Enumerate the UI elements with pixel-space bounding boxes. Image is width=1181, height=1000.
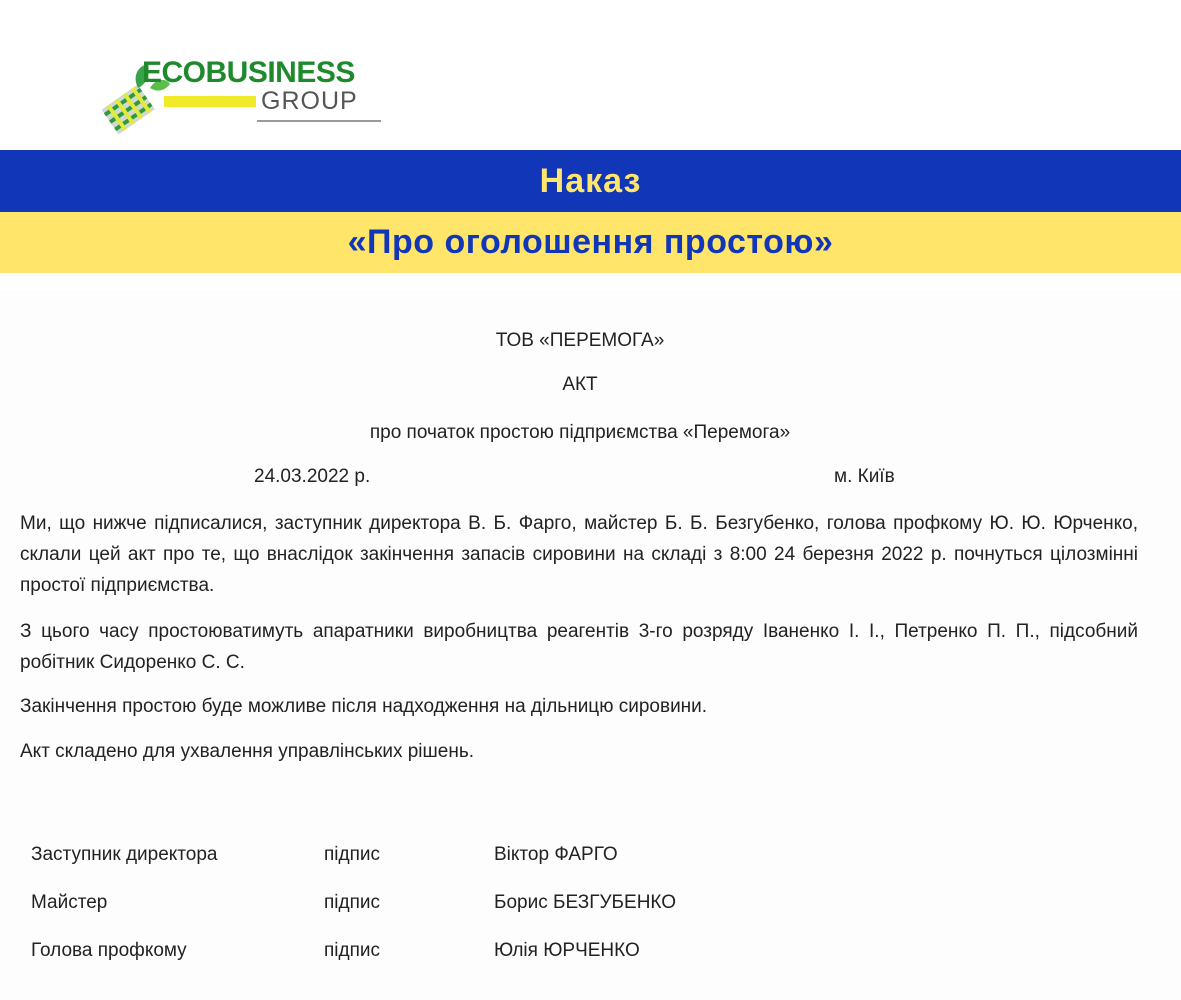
signature-position: Майстер xyxy=(31,892,108,913)
document-type: АКТ xyxy=(562,374,598,395)
signature-placeholder: підпис xyxy=(324,844,380,865)
title-banner xyxy=(0,150,1181,212)
document-subject: про початок простою підприємства «Перемога» xyxy=(369,422,791,443)
ecobusiness-logo xyxy=(92,54,392,138)
logo-underline xyxy=(257,120,381,122)
signature-placeholder: підпис xyxy=(324,940,380,961)
company-name: ТОВ «ПЕРЕМОГА» xyxy=(495,330,665,351)
signature-name: Юлія ЮРЧЕНКО xyxy=(494,940,640,961)
page-title: Наказ xyxy=(539,161,642,200)
paragraph-end-condition: Закінчення простою буде можливе після надходження на дільницю сировини. xyxy=(20,696,708,717)
signature-name: Віктор ФАРГО xyxy=(494,844,618,865)
document-date: 24.03.2022 р. xyxy=(254,466,371,487)
logo-word-ecobusiness: ECOBUSINESS xyxy=(142,56,355,89)
paragraph-intro: Ми, що нижче підписалися, заступник директора В. Б. Фарго, майстер Б. Б. Безгубенко, голова профкому Ю. Ю. Юрченко, склали цей акт про те, що внаслідок закінчення запасів сировини на складі з 8:00 24 березня 2022 р. почнуться цілозмінні простої підприємства. xyxy=(20,513,1138,596)
signature-row xyxy=(0,940,1181,970)
document-city: м. Київ xyxy=(834,466,895,487)
signature-position: Голова профкому xyxy=(31,940,187,961)
signature-position: Заступник директора xyxy=(31,844,218,865)
paragraph-idle-workers: З цього часу простоюватимуть апаратники виробництва реагентів 3-го розряду Іваненко І. І., Петренко П. П., підсобний робітник Сидоренко С. С. xyxy=(20,621,1138,673)
paragraph-purpose: Акт складено для ухвалення управлінських рішень. xyxy=(20,741,474,762)
signature-row xyxy=(0,844,1181,874)
logo-word-group: GROUP xyxy=(261,87,358,115)
signature-name: Борис БЕЗГУБЕНКО xyxy=(494,892,677,913)
page-subtitle: «Про оголошення простою» xyxy=(347,223,834,261)
act-document xyxy=(0,290,1181,1000)
subtitle-banner xyxy=(0,212,1181,273)
signature-row xyxy=(0,892,1181,922)
signature-placeholder: підпис xyxy=(324,892,380,913)
logo-yellow-bar xyxy=(164,96,256,107)
